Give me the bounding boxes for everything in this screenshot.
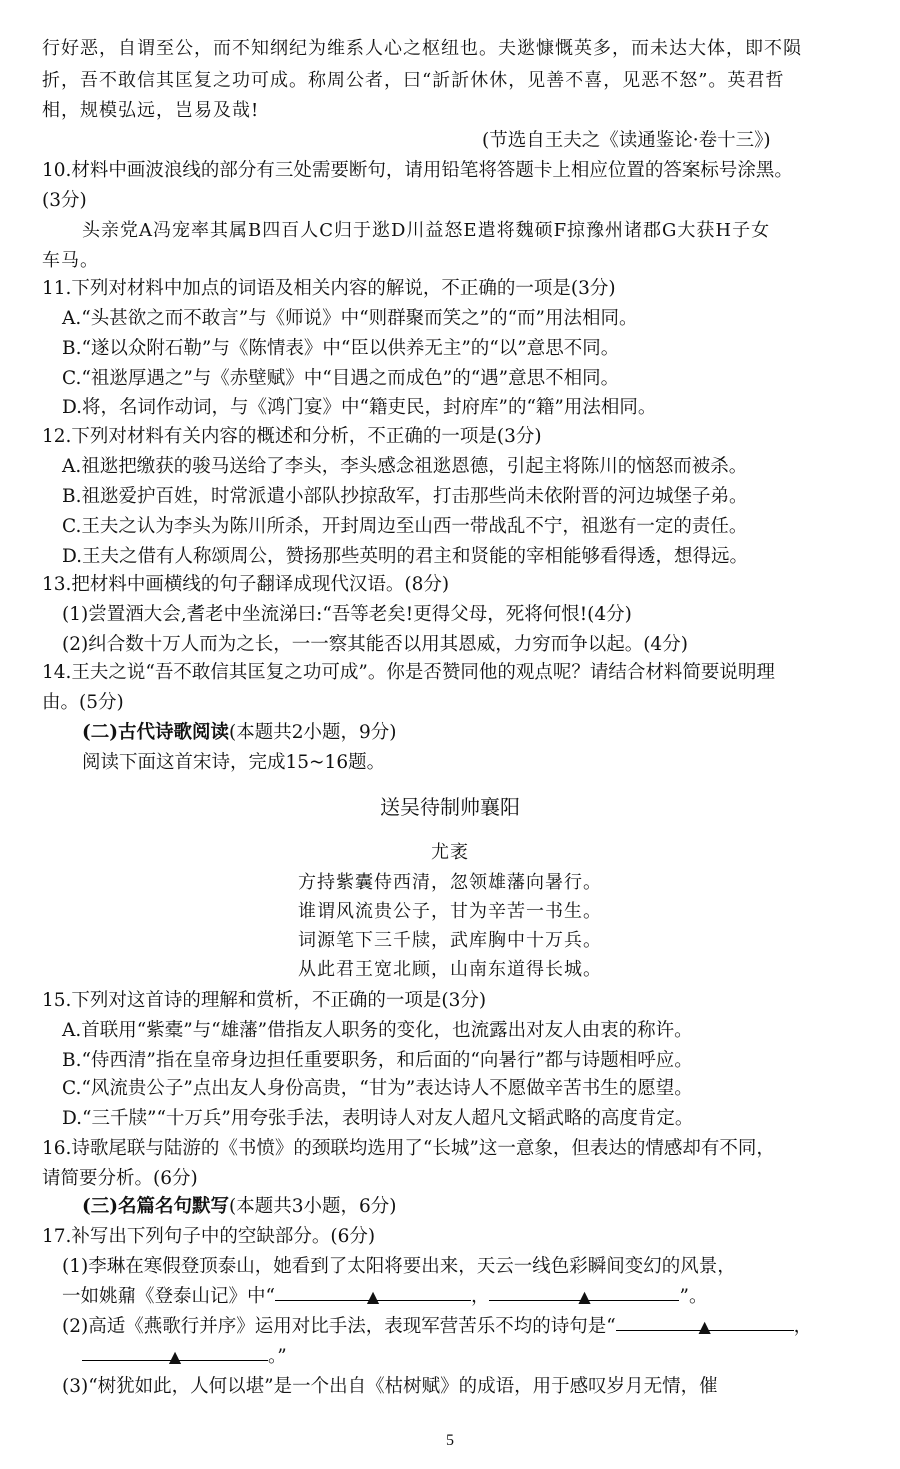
answer-blank[interactable] (82, 1342, 268, 1366)
q11-option-c: C.“祖逖厚遇之”与《赤壁赋》中“目遇之而成色”的“遇”意思不相同。 (62, 368, 620, 389)
q11-option-d: D.将，名词作动词，与《鸿门宴》中“籍吏民，封府库”的“籍”用法相同。 (62, 397, 657, 418)
poem-title: 送吴待制帅襄阳 (380, 795, 520, 819)
page-number: 5 (446, 1432, 454, 1449)
answer-blank[interactable] (616, 1312, 794, 1336)
q12-option-b: B.祖逖爱护百姓，时常派遣小部队抄掠敌军，打击那些尚未依附晋的河边城堡子弟。 (62, 486, 748, 507)
q15-option-d: D.“三千牍”“十万兵”用夸张手法，表明诗人对友人超凡文韬武略的高度肯定。 (62, 1108, 694, 1129)
triangle-icon: ▲ (698, 1317, 711, 1336)
q11-option-b: B.“遂以众附石勒”与《陈情表》中“臣以供养无主”的“以”意思不同。 (62, 338, 620, 359)
q17-item-3: (3)“树犹如此，人何以堪”是一个出自《枯树赋》的成语，用于感叹岁月无情，催 (62, 1376, 718, 1397)
q13-stem: 13.把材料中画横线的句子翻译成现代汉语。(8分) (42, 574, 450, 595)
passage-line: 折，吾不敢信其匡复之功可成。称周公者，曰“訢訢休休，见善不喜，见恶不怒”。英君哲 (42, 70, 785, 91)
q13-item-1: (1)尝置酒大会,耆老中坐流涕曰:“吾等老矣!更得父母，死将何恨!(4分) (62, 604, 632, 625)
q10-text: 车马。 (42, 250, 99, 271)
triangle-icon: ▲ (168, 1347, 182, 1366)
poem-line: 从此君王宽北顾，山南东道得长城。 (298, 959, 602, 980)
q17-item-1: (1)李琳在寒假登顶泰山，她看到了太阳将要出来，天云一线色彩瞬间变幻的风景， (62, 1256, 736, 1277)
poem-author: 尤袤 (431, 842, 469, 863)
q16-stem: 16.诗歌尾联与陆游的《书愤》的颈联均选用了“长城”这一意象，但表达的情感却有不同， (42, 1138, 775, 1159)
q15-option-c: C.“风流贵公子”点出友人身份高贵，“甘为”表达诗人不愿做辛苦书生的愿望。 (62, 1078, 693, 1099)
q12-stem: 12.下列对材料有关内容的概述和分析，不正确的一项是(3分) (42, 426, 542, 447)
q12-option-d: D.王夫之借有人称颂周公，赞扬那些英明的君主和贤能的宰相能够看得透，想得远。 (62, 546, 749, 567)
passage-line: 行好恶，自谓至公，而不知纲纪为维系人心之枢纽也。夫逖慷慨英多，而未达大体，即不陨 (42, 38, 802, 59)
answer-blank[interactable] (489, 1282, 679, 1306)
section-2-instruction: 阅读下面这首宋诗，完成15~16题。 (82, 752, 386, 773)
q17-stem: 17.补写出下列句子中的空缺部分。(6分) (42, 1226, 376, 1247)
passage-source: (节选自王夫之《读通鉴论·卷十三》) (482, 130, 771, 151)
q15-option-a: A.首联用“紫橐”与“雄藩”借指友人职务的变化，也流露出对友人由衷的称许。 (62, 1020, 693, 1041)
poem-line: 词源笔下三千牍，武库胸中十万兵。 (298, 930, 602, 951)
q14-stem: 由。(5分) (42, 692, 124, 713)
q15-stem: 15.下列对这首诗的理解和赏析，不正确的一项是(3分) (42, 990, 487, 1011)
triangle-icon: ▲ (578, 1287, 591, 1306)
q11-option-a: A.“头甚欲之而不敢言”与《师说》中“则群聚而笑之”的“而”用法相同。 (62, 308, 638, 329)
answer-blank[interactable] (275, 1282, 471, 1306)
q10-score: (3分) (42, 190, 87, 211)
q17-item-2: (2)高适《燕歌行并序》运用对比手法，表现军营苦乐不均的诗句是“ ▲ ， (62, 1312, 812, 1342)
q17-item-1-answer-line: 一如姚鼐《登泰山记》中“ ▲ ， ▲ ”。 (62, 1282, 707, 1312)
q15-option-b: B.“侍西清”指在皇帝身边担任重要职务，和后面的“向暑行”都与诗题相呼应。 (62, 1050, 693, 1071)
q17-item-2-answer-line: ▲ 。” (82, 1342, 287, 1372)
passage-line: 相，规模弘远，岂易及哉! (42, 100, 260, 121)
poem-line: 方持紫囊侍西清，忽领雄藩向暑行。 (298, 872, 602, 893)
q12-option-c: C.王夫之认为李头为陈川所杀，开封周边至山西一带战乱不宁，祖逖有一定的责任。 (62, 516, 748, 537)
q16-stem: 请简要分析。(6分) (42, 1168, 198, 1189)
q12-option-a: A.祖逖把缴获的骏马送给了李头，李头感念祖逖恩德，引起主将陈川的恼怒而被杀。 (62, 456, 748, 477)
poem-line: 谁谓风流贵公子，甘为辛苦一书生。 (298, 901, 602, 922)
section-2-heading: (二)古代诗歌阅读(本题共2小题，9分) (82, 722, 397, 743)
q10-stem: 10.材料中画波浪线的部分有三处需要断句，请用铅笔将答题卡上相应位置的答案标号涂黑。 (42, 160, 793, 181)
triangle-icon: ▲ (366, 1287, 380, 1306)
section-3-heading: (三)名篇名句默写(本题共3小题，6分) (82, 1196, 397, 1217)
q14-stem: 14.王夫之说“吾不敢信其匡复之功可成”。你是否赞同他的观点呢？请结合材料简要说明理 (42, 662, 775, 683)
q10-text: 头亲党A冯宠率其属B四百人C归于逖D川益怒E遣将魏硕F掠豫州诸郡G大获H子女 (82, 220, 771, 241)
q11-stem: 11.下列对材料中加点的词语及相关内容的解说，不正确的一项是(3分) (42, 278, 616, 299)
q13-item-2: (2)纠合数十万人而为之长，一一察其能否以用其恩威，力穷而争以起。(4分) (62, 634, 688, 655)
